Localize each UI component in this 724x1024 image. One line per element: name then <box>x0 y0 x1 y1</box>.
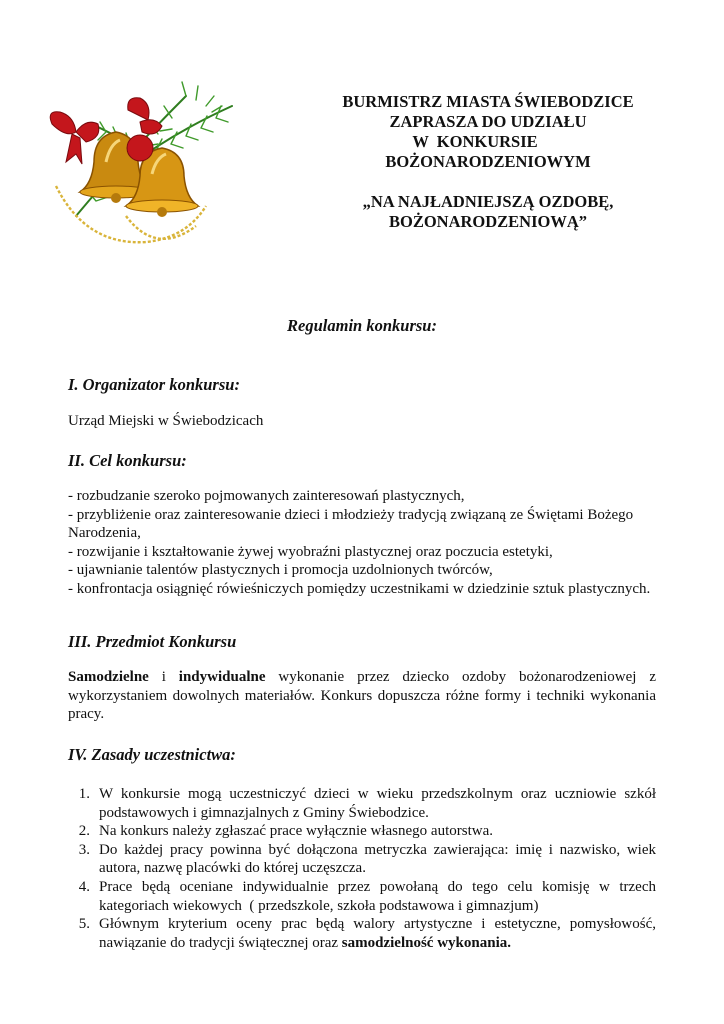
rule-item <box>68 841 656 878</box>
invitation-line: BURMISTRZ MIASTA ŚWIEBODZICE <box>342 92 634 111</box>
organizer-text: Urząd Miejski w Świebodzicach <box>68 413 264 429</box>
subject-rest: wykonanie przez dziecko ozdoby bożonarodzeniowej z wykorzystaniem dowolnych materiałów. Konkurs dopuszcza różne formy i techniki wykonania pracy. <box>68 669 656 723</box>
goal-bullet: - przybliżenie oraz zainteresowanie dzieci i młodzieży tradycją związaną ze Świętami Bożego Narodzenia, <box>68 506 634 542</box>
rule-item <box>68 915 656 952</box>
goal-bullet: - rozbudzanie szeroko pojmowanych zainteresowań plastycznych, <box>68 488 465 504</box>
contest-title-line: „NA NAJŁADNIEJSZĄ OZDOBĘ, <box>362 192 614 211</box>
christmas-bells-icon <box>36 66 242 256</box>
rule-text: Na konkurs należy zgłaszać prace wyłącznie własnego autorstwa. <box>99 823 493 840</box>
rule-number: 3. <box>78 841 90 858</box>
rule-item <box>68 822 656 841</box>
contest-title-line: BOŻONARODZENIOWĄ” <box>388 212 588 231</box>
rule-item <box>68 878 660 915</box>
rule-number: 4. <box>78 878 90 895</box>
goal-bullet: - konfrontacja osiągnięć rówieśniczych pomiędzy uczestnikami w dziedzinie sztuk plastycznych. <box>68 580 651 597</box>
rules-subtitle: Regulamin konkursu: <box>287 316 437 335</box>
section-heading-goal: II. Cel konkursu: <box>68 451 187 470</box>
rule-text: W konkursie mogą uczestniczyć dzieci w wieku przedszkolnym oraz uczniowie szkół podstawowych i gimnazjalnych z Gminy Świebodzice. <box>99 786 656 821</box>
rule-text-bold: samodzielność wykonania. <box>341 934 511 951</box>
section-heading-subject: III. Przedmiot Konkursu <box>68 632 237 651</box>
subject-bold-independent: Samodzielne <box>68 669 149 685</box>
rule-number: 1. <box>78 786 90 802</box>
section-heading-rules: IV. Zasady uczestnictwa: <box>68 745 236 764</box>
invitation-line: W KONKURSIE <box>412 132 538 151</box>
section-heading-organizer: I. Organizator konkursu: <box>68 375 240 394</box>
goal-list <box>68 487 656 599</box>
rule-text: Do każdej pracy powinna być dołączona metryczka zawierająca: imię i nazwisko, wiek autora, nazwę placówki do której uczęszcza. <box>99 841 656 877</box>
invitation-line: ZAPRASZA DO UDZIAŁU <box>389 112 587 131</box>
goal-bullet: - rozwijanie i kształtowanie żywej wyobraźni plastycznej oraz poczucia estetyki, <box>68 543 553 560</box>
rule-number: 2. <box>78 823 90 840</box>
rule-item <box>68 785 656 822</box>
goal-bullet: - ujawnianie talentów plastycznych i promocja uzdolnionych twórców, <box>68 562 493 579</box>
invitation-line: BOŻONARODZENIOWYM <box>385 152 591 171</box>
rules-list <box>68 785 660 952</box>
invitation-heading <box>300 92 676 172</box>
contest-title <box>300 192 676 232</box>
rule-text: Głównym kryterium oceny prac będą walory artystyczne i estetyczne, pomysłowość, nawiązanie do tradycji świątecznej oraz <box>99 916 656 951</box>
subject-conjunction: i <box>148 669 179 685</box>
subject-bold-individual: indywidualne <box>178 669 266 685</box>
rule-text: Prace będą oceniane indywidualnie przez powołaną do tego celu komisję w trzech kategoriach wiekowych ( przedszkole, szkoła podstawowa i gimnazjum) <box>99 878 660 914</box>
rule-number: 5. <box>78 916 90 933</box>
subject-text <box>68 668 656 724</box>
